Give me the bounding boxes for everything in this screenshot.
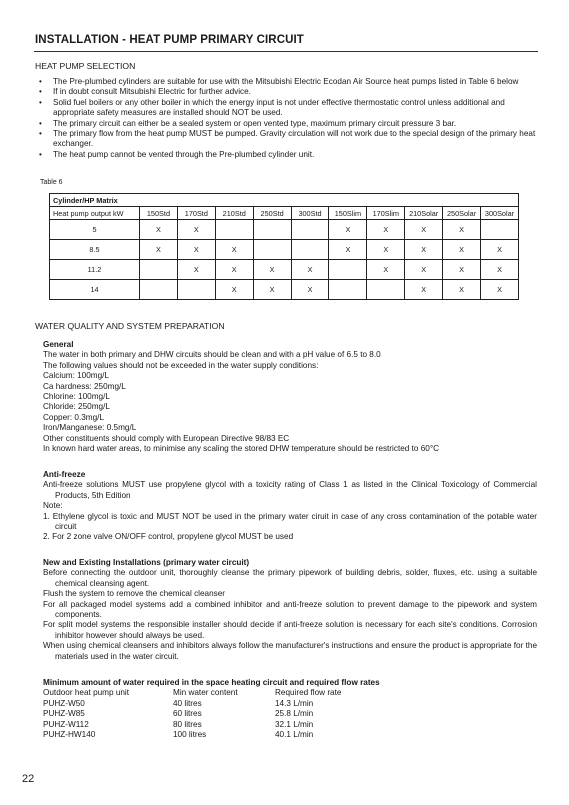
matrix-cell: X [405,220,443,240]
flow-cell: 80 litres [173,719,202,729]
selection-bullet-list [36,77,538,160]
flow-row [43,709,395,719]
cylinder-hp-matrix-table [49,193,519,300]
matrix-cell [215,220,253,240]
bullet-item: • If in doubt consult Mitsubishi Electric for further advice. [36,87,538,97]
general-line: Chloride: 250mg/L [43,402,110,412]
matrix-cell: X [329,240,367,260]
matrix-cell: X [443,240,481,260]
flow-row [43,699,395,709]
bullet-item: • Solid fuel boilers or any other boiler in which the energy input is not under effective thermostatic control unless additional and appropriate safety measures are installed should NOT be used. [36,98,538,119]
minimum-water-heading: Minimum amount of water required in the space heating circuit and required flow rates [43,678,380,687]
matrix-cell: X [443,260,481,280]
general-heading: General [43,340,74,349]
matrix-cell: X [481,240,519,260]
matrix-row [50,220,519,240]
flow-cell: 60 litres [173,709,202,719]
flow-cell: 40.1 L/min [275,730,314,740]
matrix-cell: X [177,240,215,260]
temperature-text: In known hard water areas, to minimise any scaling the stored DHW temperature should be restricted to 60 [43,444,430,454]
title-rule [34,51,538,52]
antifreeze-text: Anti-freeze solutions MUST use propylene glycol with a toxicity rating of Class 1 as listed in the Clinical Toxicology of Commercial Products, 5th Edition [43,480,537,500]
matrix-cell: X [367,240,405,260]
matrix-header-row [50,207,519,220]
flow-cell: Min water content [173,688,238,698]
heat-pump-selection-heading: HEAT PUMP SELECTION [35,61,136,71]
installations-line: Before connecting the outdoor unit, thoroughly cleanse the primary pipework of building debris, solder, fluxes, etc. using a suitable chemical cleansing agent. [43,568,537,588]
matrix-cell: X [367,220,405,240]
matrix-cell [367,280,405,300]
flow-cell: PUHZ-W50 [43,698,85,708]
flow-row [43,730,395,740]
matrix-row [50,240,519,260]
matrix-header-cylinder: 300Std [291,207,329,220]
matrix-cell [329,260,367,280]
general-line: Iron/Manganese: 0.5mg/L [43,423,137,433]
matrix-cell: X [329,220,367,240]
installations-heading: New and Existing Installations (primary water circuit) [43,558,250,567]
installations-section [43,558,537,662]
bullet-item: • The Pre-plumbed cylinders are suitable for use with the Mitsubishi Electric Ecodan Air Source heat pumps listed in Table 6 below [36,77,538,87]
matrix-cell [481,220,519,240]
matrix-cell: X [140,240,178,260]
matrix-cell: X [291,280,329,300]
installations-line: For split model systems the responsible installer should decide if anti-freeze solution is necessary for each site's conditions. Corrosion inhibitor however should always be used. [43,620,537,640]
flow-rate-section [43,678,537,740]
matrix-cell [253,240,291,260]
matrix-cell [140,260,178,280]
page-number: 22 [22,773,35,785]
matrix-output-cell: 5 [50,220,140,240]
flow-rate-table [43,688,395,740]
flow-cell: 40 litres [173,698,202,708]
matrix-cell [140,280,178,300]
flow-cell: 25.8 L/min [275,709,314,719]
matrix-cell: X [215,240,253,260]
matrix-output-cell: 8.5 [50,240,140,260]
matrix-cell: X [405,240,443,260]
matrix-row [50,260,519,280]
flow-cell: Outdoor heat pump unit [43,688,130,698]
flow-cell: PUHZ-W112 [43,719,89,729]
matrix-row [50,280,519,300]
general-line-temperature [43,444,537,454]
matrix-cell: X [291,260,329,280]
matrix-header-cylinder: 150Std [140,207,178,220]
matrix-cell: X [481,280,519,300]
matrix-cell: X [481,260,519,280]
matrix-output-cell: 11.2 [50,260,140,280]
general-line: Chlorine: 100mg/L [43,392,110,402]
matrix-cell: X [215,280,253,300]
general-line: Ca hardness: 250mg/L [43,381,126,391]
antifreeze-section [43,470,537,543]
flow-row [43,720,395,730]
matrix-header-cylinder: 250Solar [443,207,481,220]
flow-cell: 100 litres [173,730,207,740]
antifreeze-heading: Anti-freeze [43,470,86,479]
note-item: 1. Ethylene glycol is toxic and MUST NOT be used in the primary water ciruit in case of any cross contamination of the potable water circuit [43,511,537,532]
flow-cell: Required flow rate [275,688,342,698]
bullet-item: • The heat pump cannot be vented through the Pre-plumbed cylinder unit. [36,150,538,160]
matrix-header-cylinder: 300Solar [481,207,519,220]
installations-line: When using chemical cleansers and inhibitors always follow the manufacturer's instructions and ensure the product is appropriate for the materials used in the water circuit. [43,641,537,661]
matrix-output-cell: 14 [50,280,140,300]
matrix-header-cylinder: 250Std [253,207,291,220]
general-section [43,340,537,454]
matrix-cell: X [367,260,405,280]
matrix-cell [291,220,329,240]
bullet-item: • The primary flow from the heat pump MUST be pumped. Gravity circulation will not work due to the special design of the primary heat exchanger. [36,129,538,150]
matrix-cell [253,220,291,240]
general-line: Calcium: 100mg/L [43,371,109,381]
matrix-header-cylinder: 210Solar [405,207,443,220]
matrix-header-output: Heat pump output kW [50,207,140,220]
bullet-item: • The primary circuit can either be a sealed system or open vented type, maximum primary circuit pressure 3 bar. [36,119,538,129]
matrix-cell [329,280,367,300]
matrix-cell: X [140,220,178,240]
matrix-cell: X [253,260,291,280]
general-line: The following values should not be exceeded in the water supply conditions: [43,360,319,370]
matrix-cell: X [443,280,481,300]
matrix-header-cylinder: 170Slim [367,207,405,220]
matrix-cell: X [405,280,443,300]
matrix-header-cylinder: 170Std [177,207,215,220]
matrix-cell: X [215,260,253,280]
note-item: 2. For 2 zone valve ON/OFF control, propylene glycol MUST be used [43,532,294,542]
matrix-cell [177,280,215,300]
matrix-cell: X [405,260,443,280]
matrix-cell [291,240,329,260]
matrix-cell: X [177,260,215,280]
page-title: INSTALLATION - HEAT PUMP PRIMARY CIRCUIT [35,34,304,46]
installations-line: For all packaged model systems add a combined inhibitor and anti-freeze solution to prevent damage to the pipework and system components. [43,599,537,620]
flow-header-row [43,688,395,698]
water-quality-heading: WATER QUALITY AND SYSTEM PREPARATION [35,321,225,331]
general-line: Other constituents should comply with European Directive 98/83 EC [43,433,290,443]
matrix-header-cylinder: 210Std [215,207,253,220]
temperature-unit: °C [429,444,440,454]
flow-cell: PUHZ-W85 [43,709,85,719]
general-line: The water in both primary and DHW circuits should be clean and with a pH value of 6.5 to 8.0 [43,350,381,360]
installations-line: Flush the system to remove the chemical cleanser [43,589,226,599]
table-caption: Table 6 [40,179,63,186]
flow-cell: 14.3 L/min [275,698,314,708]
note-label: Note: [43,501,63,511]
matrix-cell: X [177,220,215,240]
flow-cell: 32.1 L/min [275,719,314,729]
general-line: Copper: 0.3mg/L [43,412,104,422]
matrix-title: Cylinder/HP Matrix [50,194,519,207]
matrix-cell: X [253,280,291,300]
matrix-cell: X [443,220,481,240]
flow-cell: PUHZ-HW140 [43,730,96,740]
matrix-header-cylinder: 150Slim [329,207,367,220]
